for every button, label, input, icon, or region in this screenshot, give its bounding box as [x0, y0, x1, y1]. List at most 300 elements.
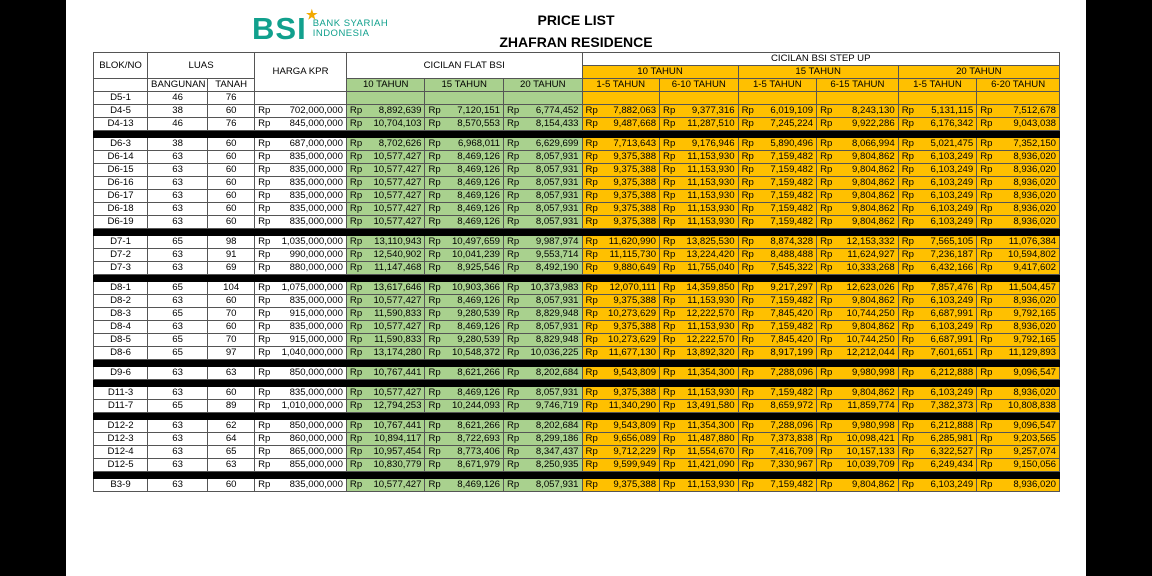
currency-label: Rp: [901, 459, 914, 470]
currency-label: Rp: [349, 118, 363, 129]
money-value: [663, 236, 735, 248]
currency-label: Rp: [901, 164, 914, 175]
currency-label: Rp: [428, 177, 441, 188]
currency-label: Rp: [741, 400, 754, 411]
amount: 990,000,000: [289, 249, 343, 260]
table-row: [94, 262, 1060, 275]
currency-label: Rp: [506, 433, 520, 444]
amount: 10,548,372: [451, 347, 500, 358]
step-cell: [660, 105, 739, 118]
amount: 6,103,249: [930, 216, 974, 227]
amount: 8,066,994: [852, 138, 895, 149]
amount: 9,804,862: [852, 479, 895, 490]
amount: 13,110,943: [374, 236, 422, 247]
flat-cell: [425, 420, 504, 433]
step-cell: [898, 459, 977, 472]
currency-label: Rp: [428, 334, 441, 345]
flat-cell: [503, 190, 582, 203]
money-value: [428, 236, 500, 248]
money-value: [663, 190, 735, 202]
amount: 8,469,126: [457, 164, 500, 175]
amount: 7,512,678: [1013, 105, 1056, 116]
blok-cell: D8-2: [94, 295, 148, 308]
step-cell: [738, 118, 817, 131]
tanah-cell: 76: [208, 92, 255, 105]
currency-label: Rp: [820, 308, 833, 319]
step-cell: [582, 236, 660, 249]
separator-cell: [94, 472, 1060, 479]
amount: 10,039,709: [846, 459, 895, 470]
amount: 9,980,998: [852, 367, 895, 378]
amount: 8,936,020: [1013, 177, 1056, 188]
group-separator: [94, 229, 1060, 236]
step-cell: [898, 282, 977, 295]
currency-label: Rp: [506, 236, 520, 247]
money-value: [742, 262, 814, 274]
amount: 7,330,967: [770, 459, 814, 470]
currency-label: Rp: [585, 216, 598, 227]
currency-label: Rp: [663, 400, 676, 411]
step-cell: [738, 151, 817, 164]
money-value: [507, 347, 579, 359]
tanah-cell: 104: [208, 282, 255, 295]
money-value: [350, 282, 422, 294]
currency-label: Rp: [741, 216, 754, 227]
amount: 5,890,496: [770, 138, 814, 149]
money-value: [820, 105, 895, 117]
tanah-cell: 91: [208, 249, 255, 262]
step-cell: [977, 387, 1060, 400]
tanah-cell: 60: [208, 216, 255, 229]
money-value: [742, 177, 814, 189]
header-step-col: 6-15 TAHUN: [817, 79, 899, 92]
currency-label: Rp: [506, 459, 520, 470]
currency-label: Rp: [585, 387, 598, 398]
money-value: [507, 459, 579, 471]
step-cell: [898, 249, 977, 262]
table-row: [94, 387, 1060, 400]
harga-cell: [255, 138, 347, 151]
currency-label: Rp: [428, 433, 441, 444]
amount: 12,540,902: [373, 249, 422, 260]
amount: 1,040,000,000: [281, 347, 343, 358]
amount: 9,880,649: [613, 262, 657, 273]
money-value: [586, 420, 657, 432]
amount: 9,792,165: [1013, 308, 1056, 319]
money-value: [428, 164, 500, 176]
step-cell: [977, 308, 1060, 321]
money-value: [258, 118, 343, 130]
currency-label: Rp: [901, 138, 914, 149]
step-cell: [660, 334, 739, 347]
flat-cell: [425, 138, 504, 151]
flat-cell: [346, 387, 425, 400]
flat-cell: [346, 177, 425, 190]
amount: 11,153,930: [687, 321, 735, 332]
amount: 12,623,026: [846, 282, 895, 293]
currency-label: Rp: [585, 118, 598, 129]
currency-label: Rp: [820, 387, 833, 398]
currency-label: Rp: [349, 347, 363, 358]
amount: 8,057,931: [535, 190, 579, 201]
currency-label: Rp: [901, 151, 914, 162]
currency-label: Rp: [741, 334, 754, 345]
currency-label: Rp: [663, 203, 676, 214]
amount: 8,936,020: [1013, 387, 1056, 398]
step-cell: [817, 262, 899, 275]
currency-label: Rp: [820, 262, 833, 273]
amount: 5,021,475: [930, 138, 974, 149]
flat-cell: [425, 190, 504, 203]
step-cell: [817, 190, 899, 203]
amount: 5,131,115: [931, 105, 974, 116]
table-row: [94, 282, 1060, 295]
amount: 10,036,225: [530, 347, 579, 358]
step-cell: [660, 249, 739, 262]
amount: 7,159,482: [770, 321, 814, 332]
step-cell: [738, 282, 817, 295]
money-value: [742, 367, 814, 379]
money-value: [742, 308, 814, 320]
step-cell: [660, 190, 739, 203]
amount: 9,280,539: [457, 308, 500, 319]
currency-label: Rp: [428, 420, 441, 431]
tanah-cell: 98: [208, 236, 255, 249]
currency-label: Rp: [258, 347, 271, 358]
currency-label: Rp: [901, 262, 914, 273]
blok-cell: D9-6: [94, 367, 148, 380]
money-value: [980, 262, 1056, 274]
currency-label: Rp: [258, 262, 271, 273]
flat-cell: [346, 420, 425, 433]
currency-label: Rp: [349, 433, 363, 444]
money-value: [663, 151, 735, 163]
money-value: [586, 321, 657, 333]
amount: 8,057,931: [535, 151, 579, 162]
money-value: [742, 138, 814, 150]
money-value: [820, 334, 895, 346]
money-value: [350, 433, 422, 445]
amount: 11,287,510: [687, 118, 735, 129]
step-cell: [898, 236, 977, 249]
flat-cell: [346, 262, 425, 275]
amount: 8,057,931: [535, 479, 579, 490]
table-row: [94, 138, 1060, 151]
step-cell: [738, 249, 817, 262]
blok-cell: D11-3: [94, 387, 148, 400]
money-value: [663, 138, 735, 150]
step-cell: [817, 282, 899, 295]
currency-label: Rp: [506, 203, 520, 214]
currency-label: Rp: [980, 347, 993, 358]
money-value: [820, 138, 895, 150]
currency-label: Rp: [428, 387, 441, 398]
step-cell: [977, 282, 1060, 295]
money-value: [428, 138, 500, 150]
money-value: [586, 118, 657, 130]
step-cell: [582, 367, 660, 380]
bangunan-cell: 63: [148, 446, 208, 459]
step-cell: [660, 262, 739, 275]
flat-cell: [346, 400, 425, 413]
currency-label: Rp: [741, 433, 754, 444]
harga-cell: [255, 334, 347, 347]
amount: 9,746,719: [535, 400, 579, 411]
currency-label: Rp: [980, 249, 993, 260]
money-value: [350, 190, 422, 202]
amount: 10,577,427: [373, 164, 422, 175]
harga-cell: [255, 400, 347, 413]
currency-label: Rp: [428, 308, 441, 319]
step-cell: [582, 249, 660, 262]
money-value: [820, 236, 895, 248]
amount: 7,288,096: [770, 367, 814, 378]
flat-cell: [503, 321, 582, 334]
flat-cell: [503, 387, 582, 400]
blok-cell: D5-1: [94, 92, 148, 105]
currency-label: Rp: [663, 321, 676, 332]
currency-label: Rp: [258, 321, 271, 332]
money-value: [902, 249, 974, 261]
currency-label: Rp: [980, 138, 993, 149]
currency-label: Rp: [506, 295, 520, 306]
amount: 6,322,527: [930, 446, 974, 457]
currency-label: Rp: [258, 387, 271, 398]
money-value: [507, 249, 579, 261]
bangunan-cell: 63: [148, 367, 208, 380]
step-cell: [977, 446, 1060, 459]
money-value: [507, 295, 579, 307]
flat-cell: [425, 282, 504, 295]
money-value: [350, 387, 422, 399]
amount: 7,288,096: [770, 420, 814, 431]
bangunan-cell: 65: [148, 282, 208, 295]
money-value: [902, 308, 974, 320]
money-value: [663, 282, 735, 294]
currency-label: Rp: [349, 400, 363, 411]
amount: 8,057,931: [535, 321, 579, 332]
bangunan-cell: 63: [148, 262, 208, 275]
money-value: [663, 347, 735, 359]
flat-cell: [503, 164, 582, 177]
money-value: [428, 249, 500, 261]
amount: 8,057,931: [535, 203, 579, 214]
currency-label: Rp: [901, 347, 914, 358]
header-step-col: 1-5 TAHUN: [738, 79, 817, 92]
currency-label: Rp: [901, 321, 914, 332]
money-value: [902, 236, 974, 248]
currency-label: Rp: [349, 479, 363, 490]
money-value: [980, 433, 1056, 445]
step-cell: [660, 367, 739, 380]
step-cell: [977, 295, 1060, 308]
step-cell: [660, 177, 739, 190]
blok-cell: D7-2: [94, 249, 148, 262]
money-value: [820, 282, 895, 294]
amount: 8,469,126: [457, 151, 500, 162]
money-value: [428, 334, 500, 346]
currency-label: Rp: [980, 459, 993, 470]
step-cell: [660, 387, 739, 400]
money-value: [742, 164, 814, 176]
amount: 6,103,249: [930, 295, 974, 306]
currency-label: Rp: [663, 420, 676, 431]
amount: 7,159,482: [770, 177, 814, 188]
money-value: [663, 446, 735, 458]
money-value: [428, 190, 500, 202]
money-value: [902, 203, 974, 215]
currency-label: Rp: [820, 236, 833, 247]
step-cell: [817, 177, 899, 190]
table-row: [94, 334, 1060, 347]
step-cell: [898, 334, 977, 347]
flat-cell: [503, 203, 582, 216]
amount: 915,000,000: [289, 308, 343, 319]
currency-label: Rp: [258, 118, 271, 129]
currency-label: Rp: [980, 282, 993, 293]
table-row: [94, 446, 1060, 459]
money-value: [980, 105, 1056, 117]
tanah-cell: 65: [208, 446, 255, 459]
step-cell: [738, 262, 817, 275]
money-value: [507, 321, 579, 333]
money-value: [742, 190, 814, 202]
step-cell: [817, 164, 899, 177]
table-row: [94, 177, 1060, 190]
flat-cell: [503, 420, 582, 433]
flat-cell: [346, 282, 425, 295]
step-cell: [660, 400, 739, 413]
money-value: [980, 203, 1056, 215]
amount: 8,469,126: [457, 190, 500, 201]
currency-label: Rp: [741, 236, 754, 247]
header-flat-col: 10 TAHUN: [346, 79, 425, 92]
separator-cell: [94, 275, 1060, 282]
money-value: [663, 249, 735, 261]
step-cell: [660, 308, 739, 321]
currency-label: Rp: [585, 282, 598, 293]
money-value: [820, 433, 895, 445]
money-value: [350, 367, 422, 379]
flat-cell: [425, 334, 504, 347]
currency-label: Rp: [741, 420, 754, 431]
money-value: [586, 295, 657, 307]
currency-label: Rp: [980, 190, 993, 201]
money-value: [980, 347, 1056, 359]
step-cell: [738, 321, 817, 334]
amount: 9,487,668: [613, 118, 657, 129]
step-cell: [738, 164, 817, 177]
amount: 7,373,838: [770, 433, 814, 444]
amount: 9,375,388: [613, 216, 657, 227]
flat-cell: [346, 203, 425, 216]
flat-cell: [346, 249, 425, 262]
currency-label: Rp: [980, 334, 993, 345]
money-value: [820, 249, 895, 261]
money-value: [350, 295, 422, 307]
step-cell: [582, 420, 660, 433]
amount: 8,702,626: [378, 138, 422, 149]
step-cell: [817, 203, 899, 216]
money-value: [980, 400, 1056, 412]
table-row: [94, 420, 1060, 433]
money-value: [902, 459, 974, 471]
amount: 9,804,862: [852, 190, 895, 201]
money-value: [663, 400, 735, 412]
currency-label: Rp: [663, 236, 676, 247]
harga-cell: [255, 92, 347, 105]
step-cell: [898, 262, 977, 275]
currency-label: Rp: [585, 249, 598, 260]
step-cell: [898, 420, 977, 433]
step-cell: [977, 249, 1060, 262]
money-value: [428, 479, 500, 491]
group-separator: [94, 275, 1060, 282]
money-value: [902, 138, 974, 150]
currency-label: Rp: [349, 105, 363, 116]
money-value: [586, 236, 657, 248]
table-row: [94, 249, 1060, 262]
amount: 11,677,130: [608, 347, 657, 358]
step-cell: [582, 479, 660, 492]
blok-cell: D6-18: [94, 203, 148, 216]
money-value: [980, 190, 1056, 202]
amount: 7,382,373: [930, 400, 974, 411]
separator-cell: [94, 380, 1060, 387]
amount: 12,070,111: [609, 282, 657, 293]
currency-label: Rp: [820, 459, 833, 470]
money-value: [428, 151, 500, 163]
amount: 8,936,020: [1013, 164, 1056, 175]
money-value: [980, 321, 1056, 333]
currency-label: Rp: [258, 177, 271, 188]
step-cell: [660, 347, 739, 360]
harga-cell: [255, 479, 347, 492]
money-value: [980, 308, 1056, 320]
currency-label: Rp: [663, 347, 676, 358]
amount: 915,000,000: [289, 334, 343, 345]
bangunan-cell: 63: [148, 459, 208, 472]
step-cell: [898, 479, 977, 492]
currency-label: Rp: [820, 295, 833, 306]
currency-label: Rp: [741, 321, 754, 332]
step-cell: [582, 151, 660, 164]
step-cell: [582, 262, 660, 275]
money-value: [258, 203, 343, 215]
amount: 7,565,105: [930, 236, 974, 247]
step-cell: [582, 164, 660, 177]
flat-cell: [425, 367, 504, 380]
money-value: [820, 151, 895, 163]
step-cell: [817, 446, 899, 459]
flat-cell: [503, 105, 582, 118]
amount: 9,375,388: [613, 151, 657, 162]
money-value: [742, 282, 814, 294]
currency-label: Rp: [820, 400, 833, 411]
amount: 8,347,437: [535, 446, 579, 457]
harga-cell: [255, 282, 347, 295]
step-cell: [977, 347, 1060, 360]
amount: 8,469,126: [457, 321, 500, 332]
amount: 10,273,629: [608, 308, 657, 319]
currency-label: Rp: [741, 164, 754, 175]
amount: 8,202,684: [535, 367, 579, 378]
money-value: [742, 295, 814, 307]
bangunan-cell: 63: [148, 420, 208, 433]
amount: 10,744,250: [846, 334, 895, 345]
amount: 835,000,000: [289, 203, 343, 214]
amount: 10,577,427: [373, 177, 422, 188]
